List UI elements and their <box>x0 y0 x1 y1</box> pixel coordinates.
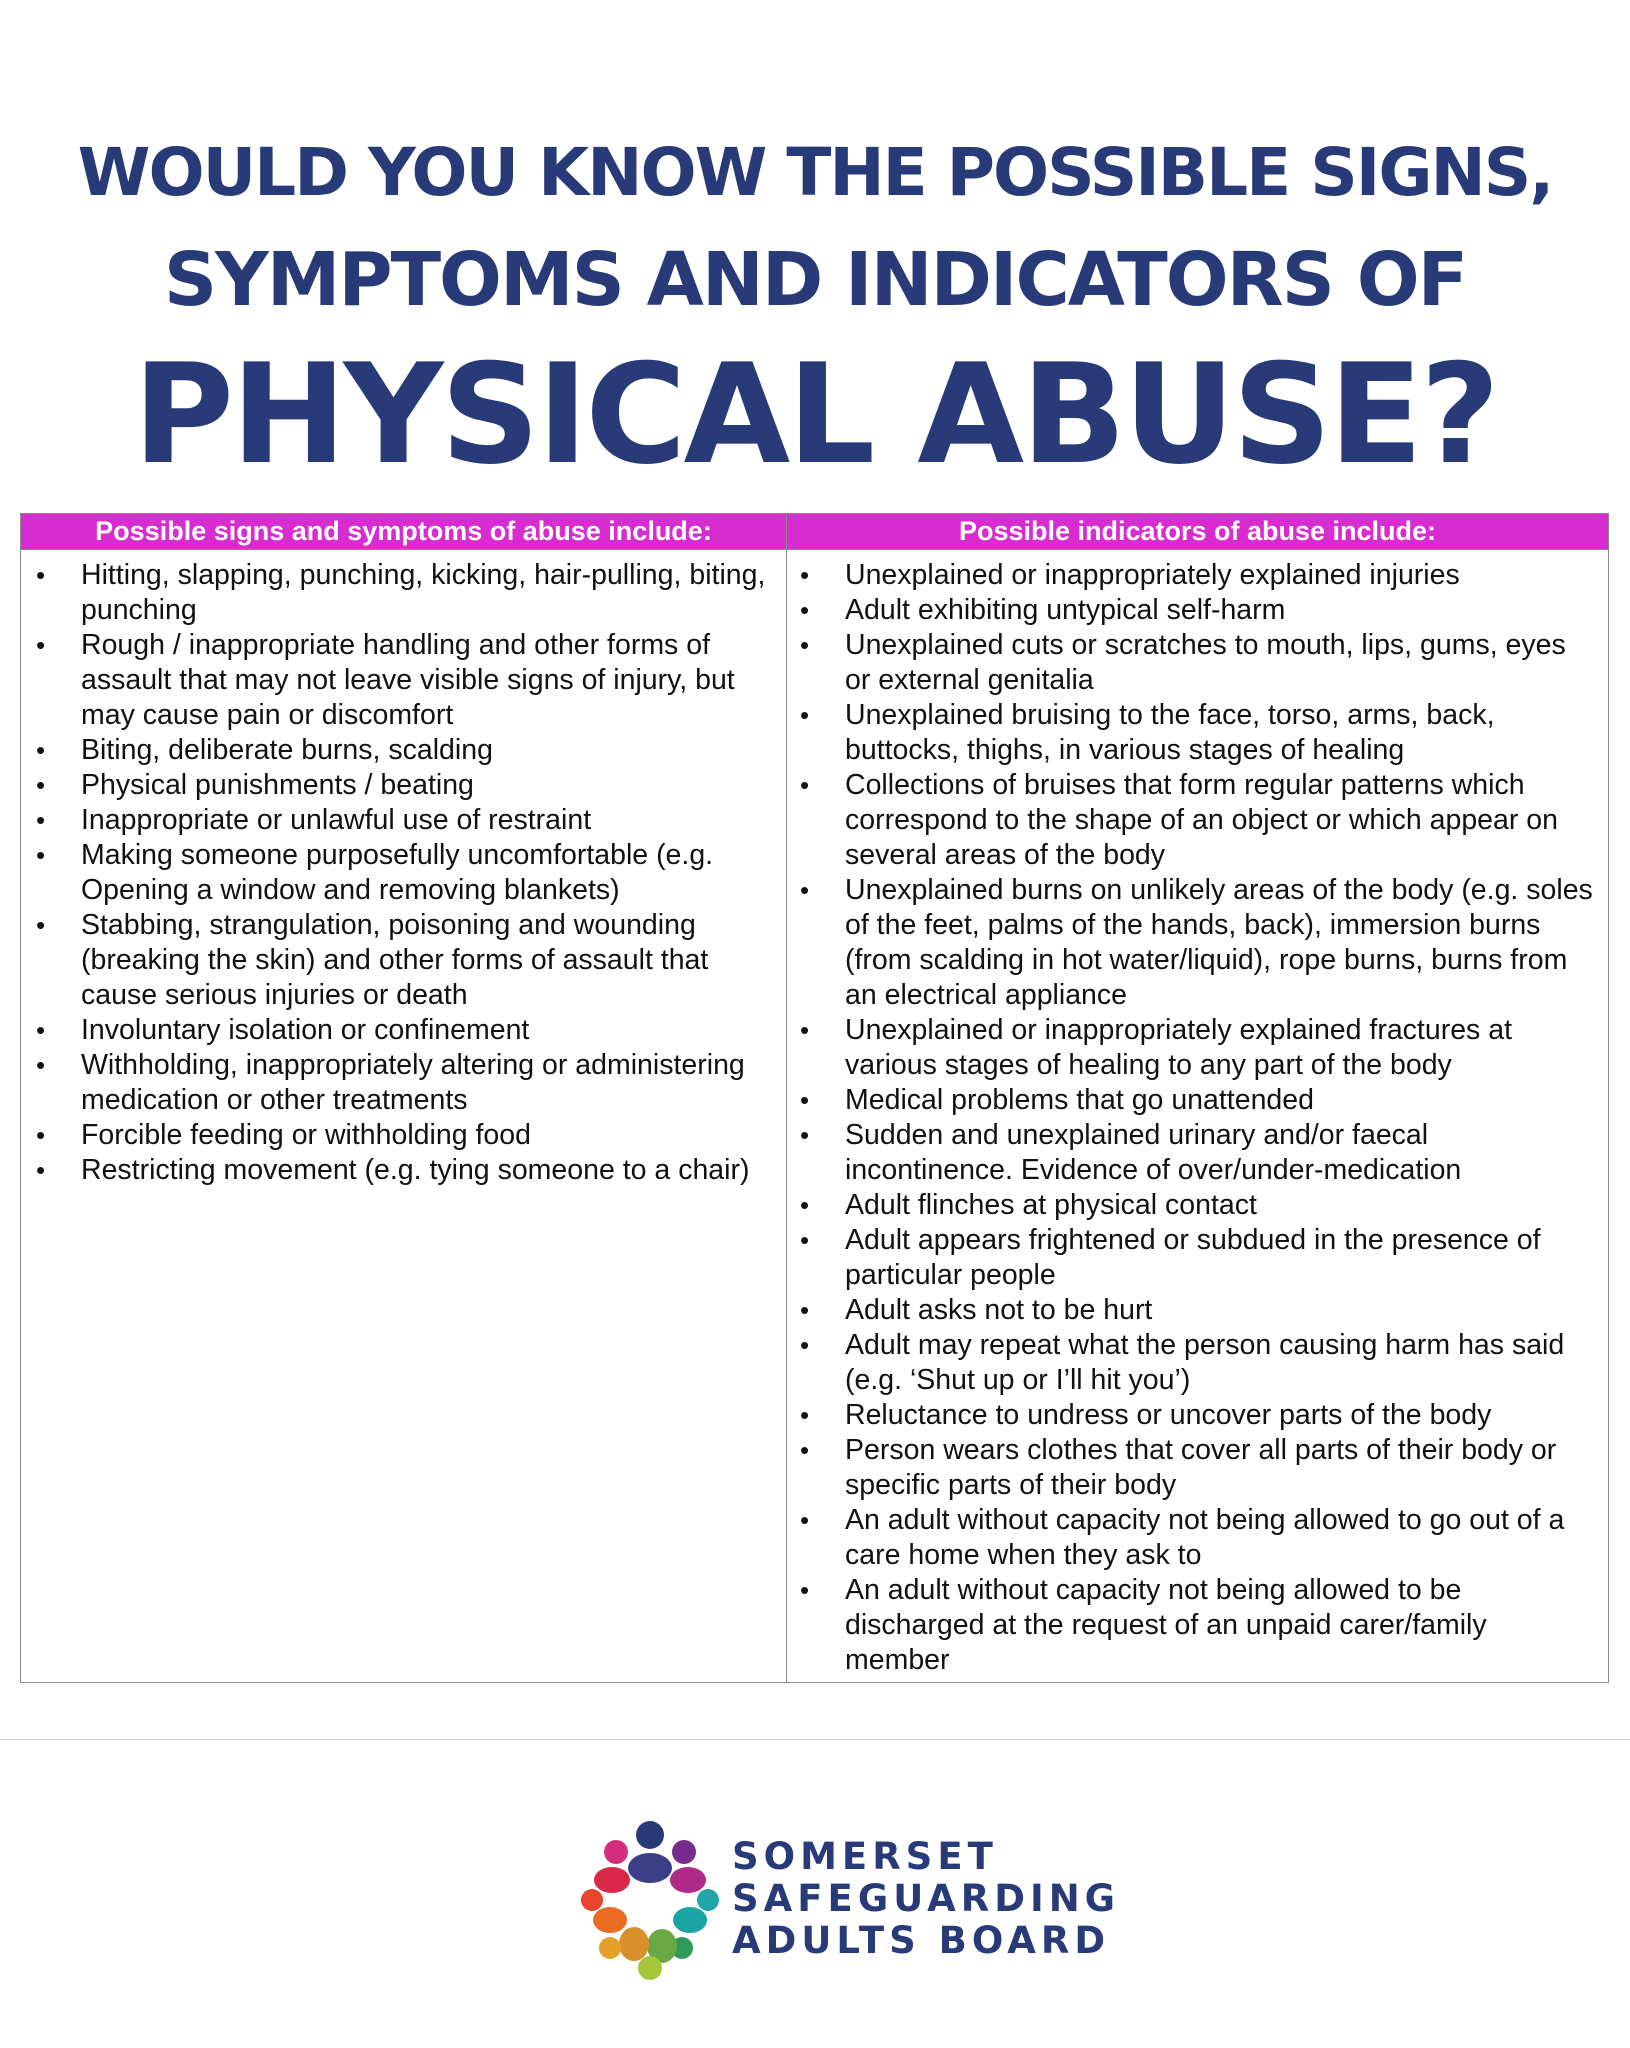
bullet-icon: • <box>800 1085 810 1115</box>
list-item-text: Adult exhibiting untypical self-harm <box>845 594 1286 626</box>
list-item-text: Unexplained or inappropriately explained injuries <box>845 559 1460 591</box>
list-item-text: Unexplained bruising to the face, torso, arms, back, buttocks, thighs, in various stages of healing <box>845 699 1495 766</box>
bullet-icon: • <box>36 770 46 800</box>
list-item <box>36 1048 766 1118</box>
list-item-text: Making someone purposefully uncomfortable (e.g. Opening a window and removing blankets) <box>81 839 714 906</box>
list-item-text: Adult asks not to be hurt <box>845 1294 1153 1326</box>
list-item <box>800 1293 1594 1328</box>
list-item-text: Withholding, inappropriately altering or administering medication or other treatments <box>81 1049 745 1116</box>
list-item-text: Forcible feeding or withholding food <box>81 1119 531 1151</box>
list-item-text: An adult without capacity not being allowed to be discharged at the request of an unpaid carer/family member <box>845 1574 1487 1676</box>
list-item <box>800 1083 1594 1118</box>
bullet-icon: • <box>800 560 810 590</box>
indicators-column <box>787 550 1608 1682</box>
list-item-text: Unexplained cuts or scratches to mouth, lips, gums, eyes or external genitalia <box>845 629 1566 696</box>
list-item <box>36 1118 766 1153</box>
list-item-text: Person wears clothes that cover all parts of their body or specific parts of their body <box>845 1434 1557 1501</box>
list-item-text: Reluctance to undress or uncover parts of the body <box>845 1399 1492 1431</box>
list-item-text: Collections of bruises that form regular patterns which correspond to the shape of an object or which appear on several areas of the body <box>845 769 1558 871</box>
list-item-text: Inappropriate or unlawful use of restraint <box>81 804 592 836</box>
list-item <box>36 628 766 733</box>
bullet-icon: • <box>36 735 46 765</box>
table-header-row <box>21 514 1608 550</box>
bullet-icon: • <box>800 595 810 625</box>
list-item-text: Medical problems that go unattended <box>845 1084 1314 1116</box>
list-item-text: Physical punishments / beating <box>81 769 474 801</box>
footer-divider <box>0 1739 1630 1740</box>
org-name-line-3: ADULTS BOARD <box>732 1919 1111 1962</box>
list-item <box>36 558 766 628</box>
list-item-text: Biting, deliberate burns, scalding <box>81 734 493 766</box>
people-circle-logo-icon <box>578 1818 723 1983</box>
list-item <box>800 1503 1594 1573</box>
list-item-text: Stabbing, strangulation, poisoning and wounding (breaking the skin) and other forms of assault that cause serious injuries or death <box>81 909 709 1011</box>
list-item <box>800 1223 1594 1293</box>
heading-line-3: PHYSICAL ABUSE? <box>132 334 1498 495</box>
list-item-text: Rough / inappropriate handling and other forms of assault that may not leave visible signs of injury, but may cause pain or discomfort <box>81 629 735 731</box>
bullet-icon: • <box>36 1050 46 1080</box>
bullet-icon: • <box>800 1190 810 1220</box>
bullet-icon: • <box>800 700 810 730</box>
list-item <box>36 768 766 803</box>
abuse-signs-table <box>20 513 1609 1683</box>
org-name-line-2: SAFEGUARDING <box>732 1877 1121 1920</box>
list-item-text: Hitting, slapping, punching, kicking, hair-pulling, biting, punching <box>81 559 766 626</box>
list-item <box>800 1188 1594 1223</box>
bullet-icon: • <box>800 875 810 905</box>
bullet-icon: • <box>36 630 46 660</box>
list-item-text: Adult flinches at physical contact <box>845 1189 1257 1221</box>
list-item-text: An adult without capacity not being allowed to go out of a care home when they ask to <box>845 1504 1565 1571</box>
list-item <box>800 1398 1594 1433</box>
list-item <box>800 1118 1594 1188</box>
signs-column-header: Possible signs and symptoms of abuse include: <box>21 514 787 549</box>
list-item <box>800 1013 1594 1083</box>
bullet-icon: • <box>800 1295 810 1325</box>
list-item-text: Restricting movement (e.g. tying someone to a chair) <box>81 1154 750 1186</box>
list-item <box>800 628 1594 698</box>
list-item <box>36 1013 766 1048</box>
list-item-text: Adult may repeat what the person causing harm has said (e.g. ‘Shut up or I’ll hit you’) <box>845 1329 1565 1396</box>
list-item-text: Involuntary isolation or confinement <box>81 1014 530 1046</box>
list-item <box>800 768 1594 873</box>
bullet-icon: • <box>800 1225 810 1255</box>
bullet-icon: • <box>800 1400 810 1430</box>
list-item <box>800 1328 1594 1398</box>
list-item-text: Unexplained or inappropriately explained fractures at various stages of healing to any part of the body <box>845 1014 1512 1081</box>
list-item <box>36 803 766 838</box>
bullet-icon: • <box>800 630 810 660</box>
list-item-text: Sudden and unexplained urinary and/or faecal incontinence. Evidence of over/under-medication <box>845 1119 1462 1186</box>
heading-line-2: SYMPTOMS AND INDICATORS OF <box>163 237 1467 323</box>
list-item <box>800 593 1594 628</box>
list-item <box>36 733 766 768</box>
list-item <box>36 1153 766 1188</box>
bullet-icon: • <box>800 1120 810 1150</box>
bullet-icon: • <box>36 805 46 835</box>
bullet-icon: • <box>36 1120 46 1150</box>
list-item <box>800 698 1594 768</box>
bullet-icon: • <box>36 910 46 940</box>
bullet-icon: • <box>36 1015 46 1045</box>
list-item <box>800 1433 1594 1503</box>
bullet-icon: • <box>800 1505 810 1535</box>
org-name-line-1: SOMERSET <box>732 1835 998 1878</box>
bullet-icon: • <box>36 560 46 590</box>
list-item <box>800 1573 1594 1678</box>
bullet-icon: • <box>36 840 46 870</box>
list-item <box>800 873 1594 1013</box>
signs-list <box>21 550 786 1188</box>
list-item-text: Adult appears frightened or subdued in the presence of particular people <box>845 1224 1541 1291</box>
list-item-text: Unexplained burns on unlikely areas of the body (e.g. soles of the feet, palms of the hands, back), immersion burns (from scalding in hot water/liquid), rope burns, burns from an electrical appliance <box>845 874 1593 1011</box>
signs-column <box>21 550 787 1682</box>
list-item <box>36 838 766 908</box>
bullet-icon: • <box>800 1015 810 1045</box>
indicators-column-header: Possible indicators of abuse include: <box>958 516 1437 546</box>
indicators-list <box>787 550 1608 1678</box>
bullet-icon: • <box>800 770 810 800</box>
heading-line-1: WOULD YOU KNOW THE POSSIBLE SIGNS, <box>77 134 1553 211</box>
bullet-icon: • <box>800 1330 810 1360</box>
bullet-icon: • <box>800 1575 810 1605</box>
table-body-row <box>21 550 1608 1682</box>
list-item <box>36 908 766 1013</box>
bullet-icon: • <box>800 1435 810 1465</box>
list-item <box>800 558 1594 593</box>
bullet-icon: • <box>36 1155 46 1185</box>
